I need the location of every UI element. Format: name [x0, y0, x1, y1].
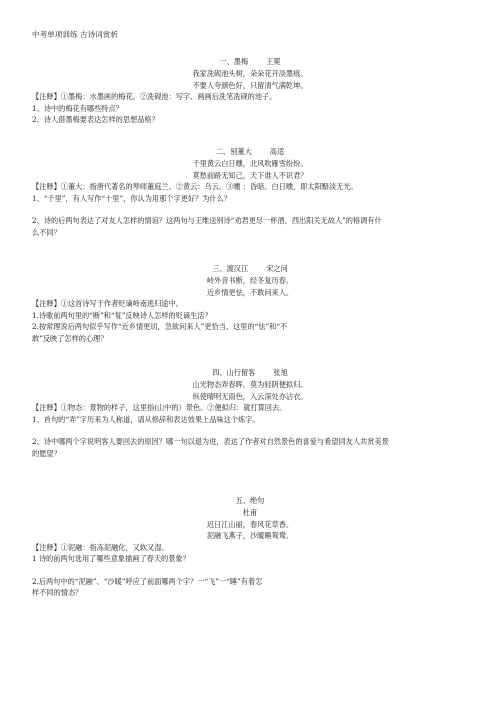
poem-line: 泥融飞燕子，沙暖睡鸳鸯。: [206, 531, 294, 540]
document-title: 中考单项训练 古诗词赏析: [32, 30, 118, 39]
question-line: 敢”反映了怎样的心理？: [32, 333, 108, 343]
annotation: 【注释】①这首诗写于作者贬谪岭南逃归途中。: [32, 299, 183, 308]
question: [32, 321, 468, 344]
poem-title-line: [32, 495, 468, 507]
poem-section-4: [32, 367, 468, 459]
poem-section-3: [32, 263, 468, 344]
poem-section-1: [32, 56, 468, 126]
poem-author: 张旭: [273, 368, 288, 377]
poem-line: 不要人夸颜色好，只留清气满乾坤。: [192, 80, 308, 90]
poem-title: 一、墨梅: [219, 57, 249, 66]
annotation: 【注释】①墨梅：水墨画的梅花。②洗砚池：写字、画画后洗笔洗砚的池子。: [32, 92, 277, 101]
question: [32, 436, 468, 459]
question-line: 样不同的情态？: [32, 588, 83, 597]
question-line: 2.按常理说后两句似乎写作“近乡情更切，急欲问来人”更恰当，这里的“怯”和“不: [32, 322, 288, 331]
poem-title: 二、别董大: [215, 147, 252, 156]
poem-line: 岭外音书断，经冬复历春。: [206, 276, 294, 285]
poem-title-line: [32, 146, 468, 158]
poem-line: 我家洗砚池头树，朵朵花开淡墨痕。: [192, 69, 308, 78]
annotation: 【注释】①董大：指唐代著名的琴师董庭兰。②黄云：乌云。③曛 ：昏暗。白日曛，即太阳黯淡无光。: [32, 182, 358, 191]
poem-line: 迟日江山丽，春风花草香。: [206, 519, 294, 529]
poem-author: 高适: [269, 147, 285, 156]
poem-line: 千里黄云白日曛，北风吹雁雪纷纷。: [192, 159, 308, 168]
poem-author: 杜甫: [242, 508, 258, 517]
poem-section-2: [32, 146, 468, 238]
question: [32, 576, 468, 599]
question-line: 2、诗中哪两个字说明客人要回去的原因？哪一句以退为进，表达了作者对自然景色的喜爱与希望同友人共赏美景: [32, 437, 389, 446]
question-line: 的愿望？: [32, 448, 61, 458]
question: 2、诗人借墨梅要表达怎样的思想品格？: [32, 115, 159, 124]
poem-title-line: [32, 367, 468, 379]
question-line: 么不同？: [32, 227, 61, 237]
poem-title: 三、渡汉江: [212, 264, 249, 273]
question: 1、首句的“弄”字历来为人称道，请从修辞和表达效果上品味这个炼字。: [32, 414, 260, 424]
question: 1、“千里”，有人写作“十里”，你认为用那个字更好？为什么？: [32, 193, 231, 203]
question: [32, 215, 468, 238]
question-line: 2.后两句中的“泥融”、“沙暖”呼应了前面哪两个字？一“飞”一“睡”有着怎: [32, 576, 263, 586]
annotation: 【注释】①物态：景物的样子，这里指(山中的）景色。②便拟归：就打算回去。: [32, 403, 287, 412]
question: 1、诗中的梅花有哪些特点？: [32, 103, 123, 113]
poem-title: 五、绝句: [235, 496, 265, 505]
poem-title: 四、山行留客: [212, 368, 256, 377]
question: 1.诗歌前两句里的“断”和“复”反映诗人怎样的贬谪生活？: [32, 310, 212, 320]
poem-line: 山光物态弄春晖，莫为轻阴便拟归。: [192, 380, 308, 389]
poem-line: 纵使晴明无雨色，入云深处亦沾衣。: [192, 391, 308, 401]
annotation: 【注释】①泥融：指冻泥融化，又软又湿。: [32, 542, 169, 552]
question-line: 2、诗的后两句表达了对友人怎样的情谊？这两句与王维送别诗“劝君更尽一杯酒，西出阳关无故人”的格调有什: [32, 216, 382, 225]
poem-section-5: [32, 495, 468, 599]
poem-author: 宋之问: [266, 264, 288, 273]
poem-line: 近乡情更怯，不敢问来人。: [206, 287, 294, 297]
poem-author: 王冕: [266, 57, 281, 66]
question: 1 诗的前两句选用了哪些意象描画了春天的景象？: [32, 554, 190, 563]
poem-title-line: [32, 56, 468, 68]
poem-line: 莫愁前路无知己，天下谁人不识君？: [192, 170, 308, 180]
poem-title-line: [32, 263, 468, 275]
